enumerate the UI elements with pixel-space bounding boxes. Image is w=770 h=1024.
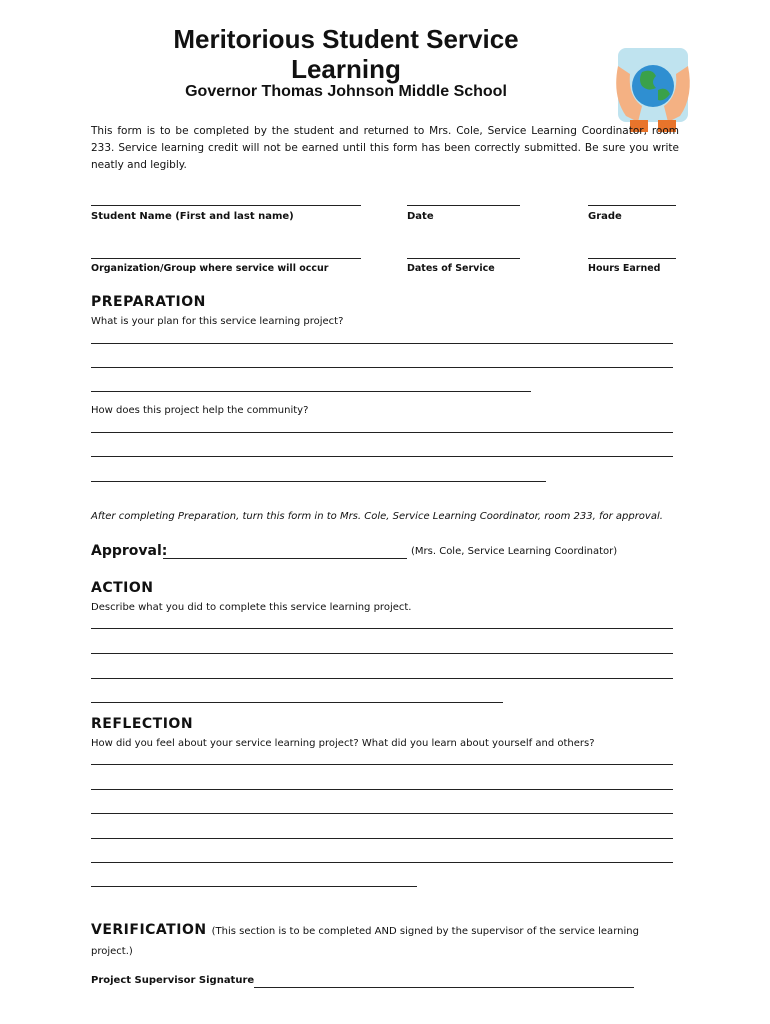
supervisor-signature-label: Project Supervisor Signature: [91, 975, 255, 986]
answer-line[interactable]: [91, 789, 673, 790]
date-label: Date: [407, 211, 434, 222]
approval-by: (Mrs. Cole, Service Learning Coordinator): [411, 546, 618, 557]
answer-line[interactable]: [91, 456, 673, 457]
organization-line[interactable]: [91, 258, 361, 259]
answer-line[interactable]: [91, 838, 673, 839]
title-line-2: Learning: [291, 54, 401, 84]
answer-line[interactable]: [91, 367, 673, 368]
answer-line[interactable]: [91, 702, 503, 703]
action-heading: ACTION: [91, 580, 154, 596]
intro-text: This form is to be completed by the student and returned to Mrs. Cole, Service Learning Coordinator, room 233. Service learning credit will not be earned until this form has been correctly submitted. Be sure you write neatly and legibly.: [91, 125, 679, 171]
date-line[interactable]: [407, 205, 520, 206]
school-name: Governor Thomas Johnson Middle School: [185, 83, 507, 100]
hours-earned-line[interactable]: [588, 258, 676, 259]
verification-note: (This section is to be completed AND signed by the supervisor of the service learning project.): [91, 926, 639, 957]
student-name-line[interactable]: [91, 205, 361, 206]
organization-label: Organization/Group where service will occur: [91, 263, 329, 274]
page-title: [90, 24, 602, 84]
supervisor-signature-line[interactable]: [254, 987, 634, 988]
answer-line[interactable]: [91, 678, 673, 679]
approval-label: Approval:: [91, 543, 168, 559]
reflection-question-1: How did you feel about your service learning project? What did you learn about yourself and others?: [91, 738, 595, 749]
action-question-1: Describe what you did to complete this service learning project.: [91, 602, 412, 613]
hours-earned-label: Hours Earned: [588, 263, 661, 274]
title-line-1: Meritorious Student Service: [173, 24, 519, 54]
answer-line[interactable]: [91, 653, 673, 654]
grade-label: Grade: [588, 211, 622, 222]
answer-line[interactable]: [91, 764, 673, 765]
verification-block: [91, 920, 679, 960]
approval-signature-line[interactable]: [163, 558, 407, 559]
answer-line[interactable]: [91, 391, 531, 392]
preparation-question-1: What is your plan for this service learning project?: [91, 316, 344, 327]
preparation-question-2: How does this project help the community?: [91, 405, 309, 416]
verification-heading: VERIFICATION: [91, 922, 207, 938]
answer-line[interactable]: [91, 886, 417, 887]
answer-line[interactable]: [91, 343, 673, 344]
student-name-label: Student Name (First and last name): [91, 211, 294, 222]
dates-of-service-line[interactable]: [407, 258, 520, 259]
answer-line[interactable]: [91, 481, 546, 482]
grade-line[interactable]: [588, 205, 676, 206]
approval-note: After completing Preparation, turn this form in to Mrs. Cole, Service Learning Coordinator, room 233, for approval.: [91, 511, 663, 522]
preparation-heading: PREPARATION: [91, 294, 206, 310]
answer-line[interactable]: [91, 628, 673, 629]
answer-line[interactable]: [91, 862, 673, 863]
answer-line[interactable]: [91, 813, 673, 814]
reflection-heading: REFLECTION: [91, 716, 194, 732]
dates-of-service-label: Dates of Service: [407, 263, 495, 274]
answer-line[interactable]: [91, 432, 673, 433]
